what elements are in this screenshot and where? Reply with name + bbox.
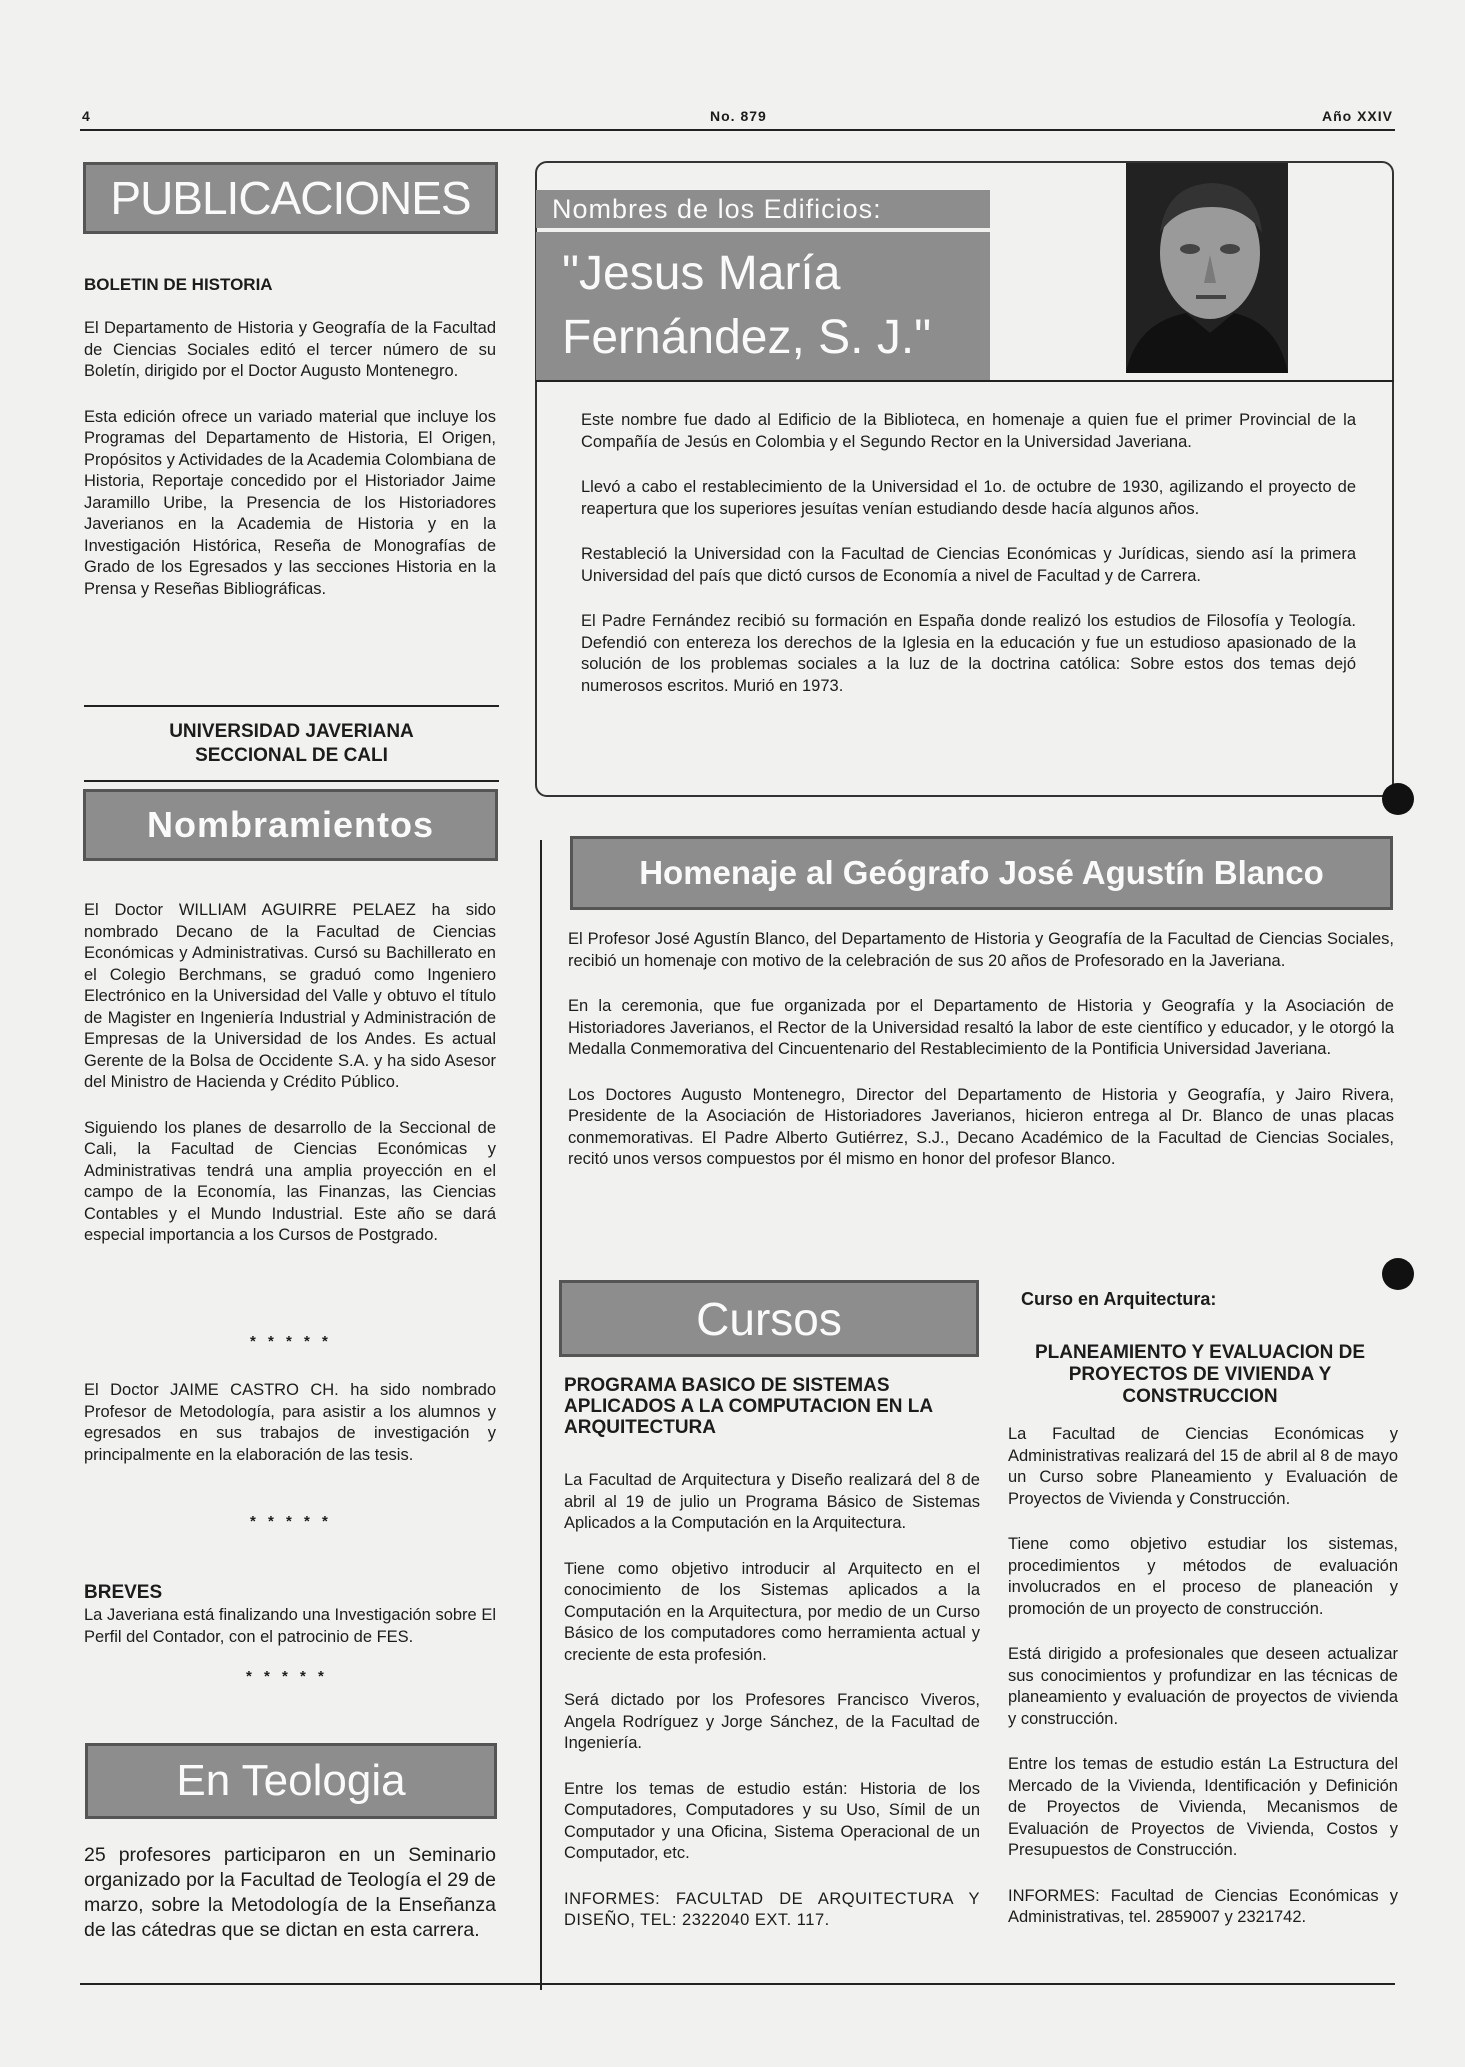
- punch-hole: [1382, 783, 1414, 815]
- edificios-paragraph: Llevó a cabo el restablecimiento de la Universidad el 1o. de octubre de 1930, agilizando el proyecto de reapertura que los superiores jesuítas venían estudiando desde hacía algunos años.: [581, 478, 1356, 518]
- nombramientos-paragraph: El Doctor JAIME CASTRO CH. ha sido nombrado Profesor de Metodología, para asistir a los alumnos y egresados en sus trabajos de investigación y principalmente en la elaboración de las tesis.: [84, 1381, 496, 1464]
- programa-paragraph: Será dictado por los Profesores Francisco Viveros, Angela Rodríguez y Jorge Sánchez, de la Facultad de Ingeniería.: [564, 1691, 980, 1752]
- breves-title: BREVES: [84, 1582, 163, 1603]
- nombramientos-paragraph: Siguiendo los planes de desarrollo de la Seccional de Cali, la Facultad de Ciencias Económicas y Administrativas tendrá una amplia proyección en el campo de la Economía, las Finanzas, las Ciencias Contables y el Mundo Industrial. Este año se dará especial importancia a los Cursos de Postgrado.: [84, 1118, 496, 1244]
- homenaje-banner: Homenaje al Geógrafo José Agustín Blanco: [570, 836, 1393, 910]
- programa-paragraph: Tiene como objetivo introducir al Arquitecto en el conocimiento de los Sistemas aplicados a la Computación en la Arquitectura, por medio de un Curso Básico de los computadores como herramienta actual y creciente de esta profesión.: [564, 1559, 980, 1664]
- breves-body: [84, 1605, 496, 1672]
- programa-informes: INFORMES: FACULTAD DE ARQUITECTURA Y DISEÑO, TEL: 2322040 EXT. 117.: [564, 1889, 980, 1929]
- homenaje-paragraph: El Profesor José Agustín Blanco, del Departamento de Historia y Geografía de la Facultad de Ciencias Sociales, recibió un homenaje con motivo de la celebración de sus 20 años de Profesorado en la Javeriana.: [568, 930, 1394, 970]
- bottom-rule: [80, 1983, 1395, 1985]
- breves-paragraph: La Javeriana está finalizando una Investigación sobre El Perfil del Contador, con el patrocinio de FES.: [84, 1606, 496, 1646]
- boletin-body: [84, 318, 496, 624]
- edificios-title-line2: Fernández, S. J.": [562, 311, 932, 364]
- nombramientos-banner: Nombramientos: [83, 789, 498, 861]
- boletin-title: BOLETIN DE HISTORIA: [84, 275, 273, 294]
- separator-stars: * * * * *: [250, 1513, 332, 1530]
- portrait-image: [1126, 163, 1288, 373]
- seccional-title: [84, 720, 499, 768]
- teologia-body: [84, 1843, 496, 1967]
- planeamiento-title: PLANEAMIENTO Y EVALUACION DE PROYECTOS DE VIVIENDA Y CONSTRUCCION: [1034, 1342, 1366, 1407]
- homenaje-body: [568, 929, 1394, 1195]
- nombramientos-paragraph: El Doctor WILLIAM AGUIRRE PELAEZ ha sido nombrado Decano de la Facultad de Ciencias Económicas y Administrativas. Cursó su Bachillerato en el Colegio Berchmans, se graduó como Ingeniero Electrónico en la Universidad del Valle y obtuvo el título de Magister en Ingeniería Industrial y Administración de Empresas de la Universidad de los Andes. Es actual Gerente de la Bolsa de Occidente S.A. y ha sido Asesor del Ministro de Hacienda y Crédito Público.: [84, 901, 496, 1091]
- edificios-title-block: [536, 232, 990, 380]
- edificios-label: Nombres de los Edificios:: [536, 190, 990, 228]
- edificios-paragraph: Restableció la Universidad con la Facultad de Ciencias Económicas y Jurídicas, siendo así la primera Universidad del país que dictó cursos de Economía a nivel de Facultad y de Carrera.: [581, 545, 1356, 585]
- section-rule: [84, 780, 499, 782]
- separator-stars: * * * * *: [246, 1668, 328, 1685]
- boletin-paragraph: Esta edición ofrece un variado material que incluye los Programas del Departamento de Historia, El Origen, Propósitos y Actividades de la Academia Colombiana de Historia, Reportaje concedido por el Historiador Jaime Jaramillo Uribe, la Presencia de los Historiadores Javerianos en la Academia de Historia y en la Investigación Histórica, Reseña de Monografías de Grado de los Egresados y las secciones Historia en la Prensa y Reseñas Bibliográficas.: [84, 407, 496, 598]
- column-divider: [540, 840, 542, 1990]
- programa-paragraph: Entre los temas de estudio están: Historia de los Computadores, Computadores y su Uso, Símil de un Computador y una Oficina, Sistema Operacional de un Computador, etc.: [564, 1779, 980, 1862]
- year-label: Año XXIV: [1321, 108, 1393, 124]
- issue-number: No. 879: [710, 108, 767, 124]
- homenaje-paragraph: Los Doctores Augusto Montenegro, Director del Departamento de Historia y Geografía, y Jairo Rivera, Presidente de la Asociación de Historiadores Javerianos, hicieron entrega al Dr. Blanco de unas placas conmemorativas. El Padre Alberto Gutiérrez, S.J., Decano Académico de la Facultad de Ciencias Sociales, recitó unos versos compuestos por él mismo en honor del profesor Blanco.: [568, 1085, 1394, 1168]
- top-rule: [80, 129, 1395, 131]
- seccional-line1: UNIVERSIDAD JAVERIANA: [169, 721, 414, 742]
- page-number: 4: [82, 108, 91, 124]
- planeamiento-body: [1008, 1424, 1398, 1953]
- edificios-paragraph: El Padre Fernández recibió su formación en España donde realizó los estudios de Filosofía y Teología. Defendió con entereza los derechos de la Iglesia en la educación y fue un estudioso apasionado de la solución de los problemas sociales a la luz de la doctrina católica: Sobre estos dos temas dejó numerosos escritos. Murió en 1973.: [581, 612, 1356, 695]
- arquitectura-label: Curso en Arquitectura:: [1021, 1289, 1217, 1309]
- separator-stars: * * * * *: [250, 1333, 332, 1350]
- nombramientos-body-1: [84, 900, 496, 1271]
- cursos-banner: Cursos: [559, 1280, 979, 1357]
- seccional-line2: SECCIONAL DE CALI: [195, 745, 388, 766]
- teologia-banner: En Teologia: [85, 1743, 497, 1819]
- planeamiento-paragraph: Entre los temas de estudio están La Estructura del Mercado de la Vivienda, Identificación y Definición de Proyectos de Vivienda, Mecanismos de Evaluación de Proyectos de Vivienda, Costos y Presupuestos de Construcción.: [1008, 1755, 1398, 1859]
- teologia-paragraph: 25 profesores participaron en un Seminario organizado por la Facultad de Teología el 29 de marzo, sobre la Metodología de la Enseñanza de las cátedras que se dictan en esta carrera.: [84, 1844, 496, 1941]
- boletin-paragraph: El Departamento de Historia y Geografía de la Facultad de Ciencias Sociales editó el tercer número de su Boletín, dirigido por el Doctor Augusto Montenegro.: [84, 319, 496, 380]
- edificios-rule: [536, 380, 1394, 382]
- programa-title: PROGRAMA BASICO DE SISTEMAS APLICADOS A LA COMPUTACION EN LA ARQUITECTURA: [564, 1375, 933, 1438]
- punch-hole: [1382, 1258, 1414, 1290]
- nombramientos-body-2: [84, 1380, 496, 1490]
- edificios-paragraph: Este nombre fue dado al Edificio de la Biblioteca, en homenaje a quien fue el primer Provincial de la Compañía de Jesús en Colombia y el Segundo Rector en la Universidad Javeriana.: [581, 411, 1356, 451]
- planeamiento-paragraph: Está dirigido a profesionales que deseen actualizar sus conocimientos y profundizar en las técnicas de planeamiento y evaluación de proyectos de vivienda y construcción.: [1008, 1645, 1398, 1728]
- edificios-title-line1: "Jesus María: [562, 247, 841, 300]
- homenaje-paragraph: En la ceremonia, que fue organizada por el Departamento de Historia y Geografía y la Asociación de Historiadores Javerianos, el Rector de la Universidad resaltó la labor de este científico y educador, y le otorgó la Medalla Conmemorativa del Cincuentenario del Restablecimiento de la Pontificia Universidad Javeriana.: [568, 997, 1394, 1058]
- publicaciones-banner: PUBLICACIONES: [83, 162, 498, 234]
- programa-paragraph: La Facultad de Arquitectura y Diseño realizará del 8 de abril al 19 de julio un Programa Básico de Sistemas Aplicados a la Computación en la Arquitectura.: [564, 1471, 980, 1532]
- edificios-body: [581, 410, 1356, 721]
- section-rule: [84, 705, 499, 707]
- planeamiento-paragraph: La Facultad de Ciencias Económicas y Administrativas realizará del 15 de abril al 8 de mayo un Curso sobre Planeamiento y Evaluación de Proyectos de Vivienda y Construcción.: [1008, 1425, 1398, 1508]
- planeamiento-informes: INFORMES: Facultad de Ciencias Económicas y Administrativas, tel. 2859007 y 2321742.: [1008, 1886, 1398, 1926]
- programa-body: [564, 1470, 980, 1956]
- planeamiento-paragraph: Tiene como objetivo estudiar los sistemas, procedimientos y métodos de evaluación involucrados en el proceso de planeación y promoción de un proyecto de construcción.: [1008, 1535, 1398, 1618]
